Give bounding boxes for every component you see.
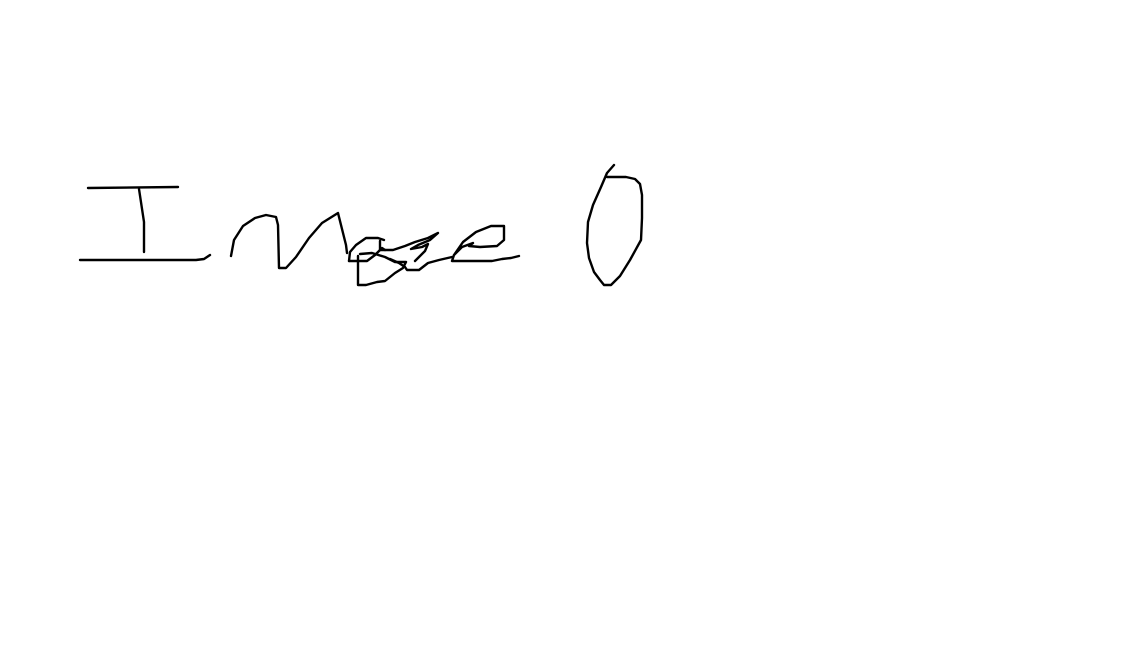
handwritten-glyph-e xyxy=(452,226,519,261)
handwritten-glyph-a xyxy=(349,233,438,261)
handwritten-glyph-I xyxy=(80,187,210,260)
handwritten-glyph-m xyxy=(231,213,347,268)
handwritten-glyph-0 xyxy=(587,165,642,285)
